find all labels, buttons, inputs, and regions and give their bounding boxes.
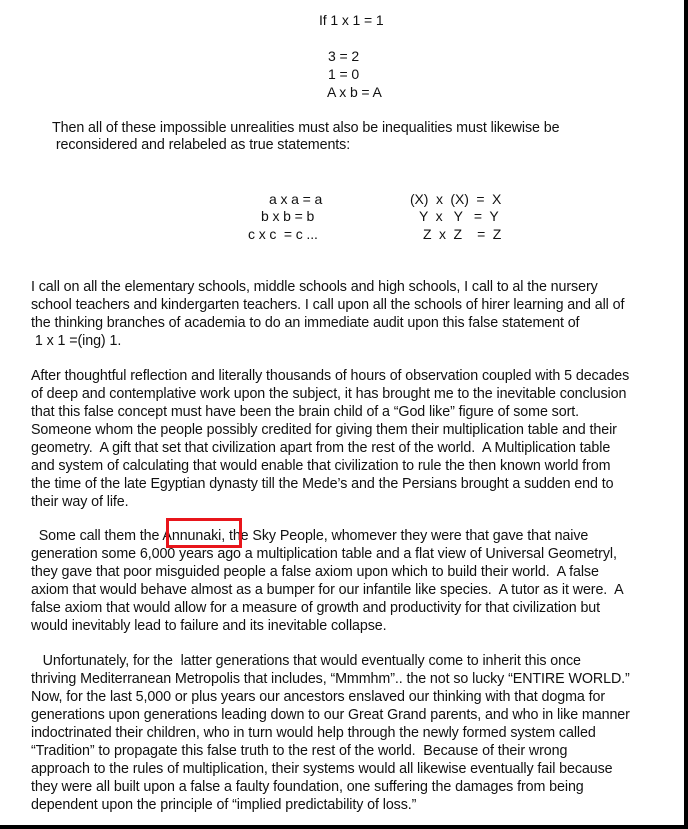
- paragraph-line: approach to the rules of multiplication, their systems would all likewise eventually fail because: [31, 761, 613, 777]
- equation-line: 3 = 2: [328, 48, 360, 64]
- paragraph-line: school teachers and kindergarten teachers. I call upon all the schools of hirer learning and all of: [31, 297, 625, 313]
- equation-right: (X) x (X) = X: [410, 191, 502, 207]
- equation-right: Y x Y = Y: [419, 208, 499, 224]
- paragraph-line: would inevitably lead to failure and its inevitable collapse.: [31, 618, 387, 634]
- equation-line: 1 = 0: [328, 66, 360, 82]
- paragraph-line: the time of the late Egyptian dynasty till the Mede’s and the Persians brought a sudden end to: [31, 476, 614, 492]
- equation-right: Z x Z = Z: [423, 226, 502, 242]
- paragraph-line: their way of life.: [31, 494, 129, 510]
- paragraph-line: and system of calculating that would enable that civilization to rule the then known world from: [31, 458, 611, 474]
- paragraph-line: Now, for the last 5,000 or plus years our ancestors enslaved our thinking with that dogma for: [31, 689, 606, 705]
- equation-left: c x c = c ...: [248, 226, 318, 242]
- paragraph-line: axiom that would behave almost as a bumper for our infantile like species. A tutor as it were. A: [31, 582, 624, 598]
- premise-equation: If 1 x 1 = 1: [319, 12, 384, 28]
- paragraph-line: false axiom that would allow for a measure of growth and productivity for that civilization but: [31, 600, 601, 616]
- paragraph-line: dependent upon the principle of “implied predictability of loss.”: [31, 797, 417, 813]
- paragraph-line: 1 x 1 =(ing) 1.: [31, 333, 122, 349]
- paragraph-line: generations upon generations leading down to our Great Grand parents, and who in like manner: [31, 707, 630, 723]
- paragraph-line: the thinking branches of academia to do an immediate audit upon this false statement of: [31, 315, 580, 331]
- equation-left: b x b = b: [261, 208, 315, 224]
- paragraph-line: I call on all the elementary schools, middle schools and high schools, I call to al the nursery: [31, 279, 598, 295]
- paragraph-line: they gave that poor misguided people a false axiom upon which to build their world. A false: [31, 564, 599, 580]
- highlight-annunaki-box: [166, 518, 242, 548]
- paragraph-line: Some call them the Annunaki, the Sky People, whomever they were that gave that naive: [31, 528, 589, 544]
- paragraph-line: thriving Mediterranean Metropolis that includes, “Mmmhm”.. the not so lucky “ENTIRE WORLD.”: [31, 671, 630, 687]
- paragraph-line: generation some 6,000 years ago a multiplication table and a flat view of Universal Geometryl,: [31, 546, 617, 562]
- paragraph-line: that this false concept must have been the brain child of a “God like” figure of some sort.: [31, 404, 579, 420]
- paragraph-line: geometry. A gift that set that civilization apart from the rest of the world. A Multiplication table: [31, 440, 611, 456]
- paragraph-line: of deep and contemplative work upon the subject, it has brought me to the inevitable conclusion: [31, 386, 627, 402]
- equation-left: a x a = a: [269, 191, 323, 207]
- paragraph-line: After thoughtful reflection and literally thousands of hours of observation coupled with 5 decades: [31, 368, 630, 384]
- paragraph-line: they were all built upon a false a faulty foundation, one suffering the damages from being: [31, 779, 584, 795]
- paragraph-line: Unfortunately, for the latter generations that would eventually come to inherit this once: [31, 653, 581, 669]
- intro-line: Then all of these impossible unrealities must also be inequalities must likewise be: [52, 120, 560, 136]
- paragraph-line: Someone whom the people possibly credited for giving them their multiplication table and their: [31, 422, 617, 438]
- intro-line: reconsidered and relabeled as true statements:: [52, 137, 351, 153]
- equation-line: A x b = A: [327, 84, 382, 100]
- paragraph-line: indoctrinated their children, who in turn would help through the newly formed system called: [31, 725, 596, 741]
- paragraph-line: “Tradition” to propagate this false truth to the rest of the world. Because of their wrong: [31, 743, 568, 759]
